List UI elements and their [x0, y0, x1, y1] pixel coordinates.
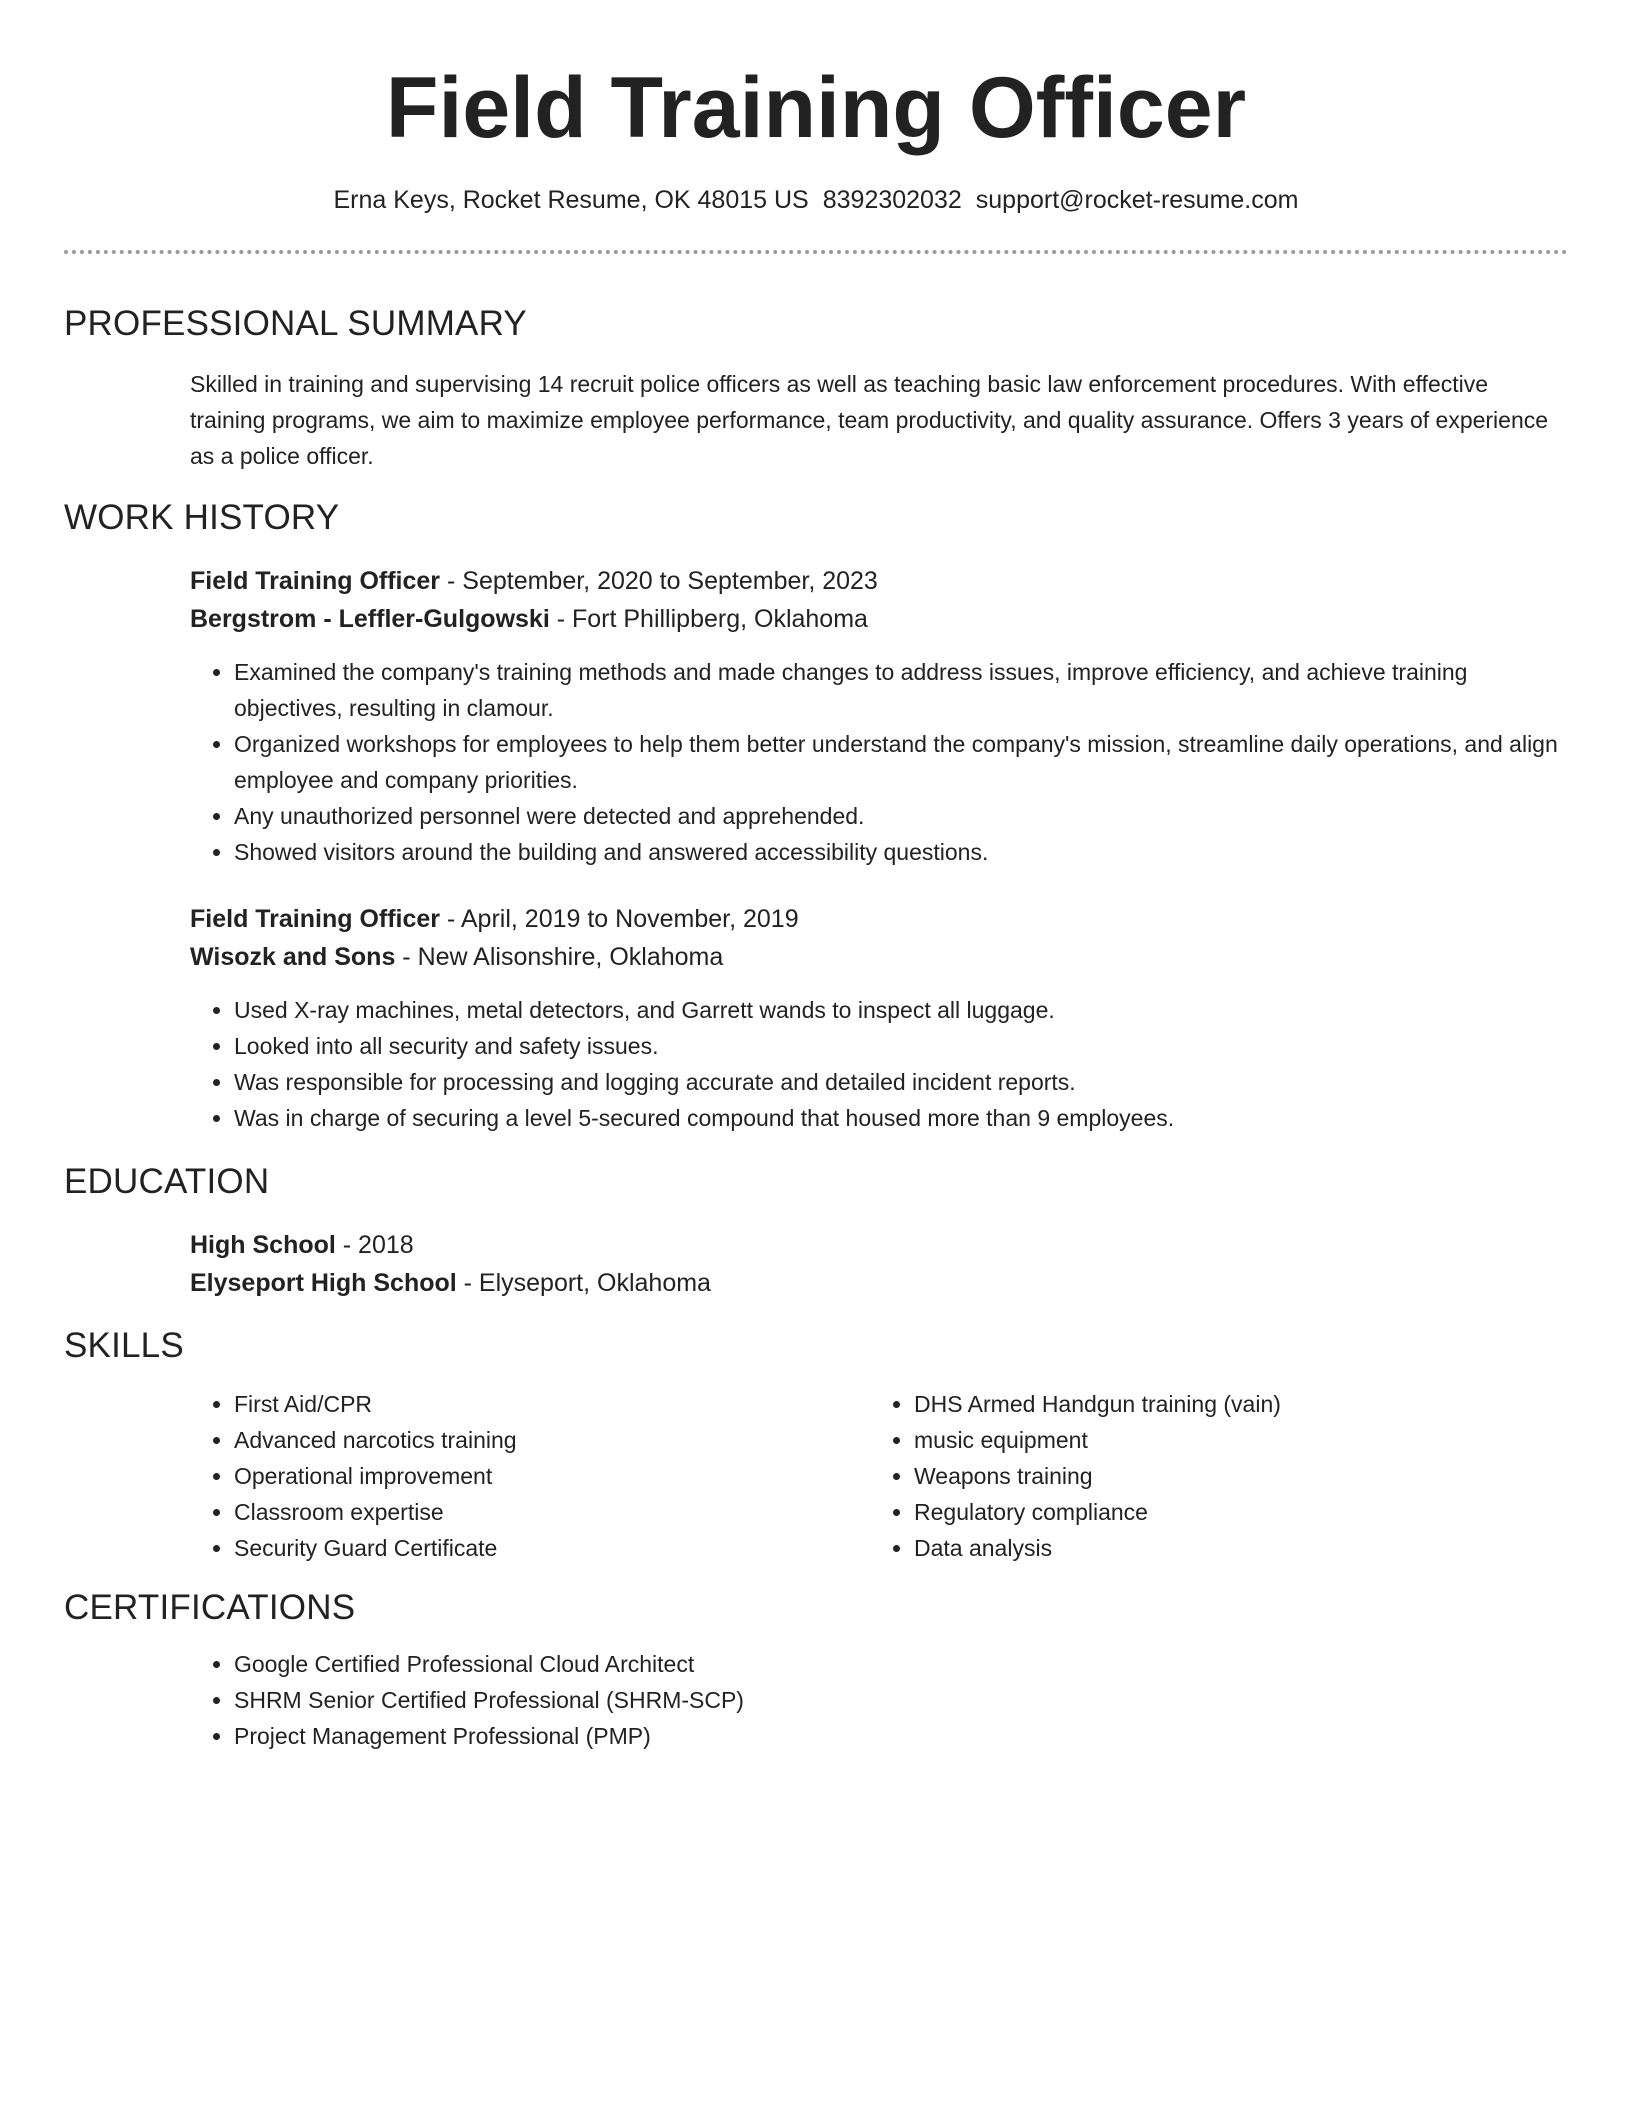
work-history-heading: WORK HISTORY — [64, 498, 340, 537]
job-location: - Fort Phillipberg, Oklahoma — [549, 605, 868, 633]
education-degree-line — [190, 1226, 1568, 1264]
education-heading: EDUCATION — [64, 1162, 270, 1201]
job-bullets — [190, 654, 1568, 870]
contact-email: support@rocket-resume.com — [975, 186, 1299, 214]
skills-grid — [190, 1386, 1568, 1566]
job-entry — [190, 562, 1568, 870]
job-company-line — [190, 600, 1568, 638]
job-role: Field Training Officer — [190, 905, 441, 933]
list-item: • Weapons training — [914, 1458, 1554, 1494]
list-item: • Classroom expertise — [234, 1494, 870, 1530]
job-dates: - April, 2019 to November, 2019 — [440, 905, 799, 933]
contact-address: Erna Keys, Rocket Resume, OK 48015 US — [333, 186, 809, 214]
certifications-heading: CERTIFICATIONS — [64, 1588, 356, 1627]
resume-title: Field Training Officer — [385, 60, 1247, 156]
list-item: • Project Management Professional (PMP) — [234, 1718, 1568, 1754]
list-item: • First Aid/CPR — [234, 1386, 870, 1422]
job-bullets — [190, 992, 1568, 1136]
list-item: • Advanced narcotics training — [234, 1422, 870, 1458]
list-item: • Any unauthorized personnel were detected and apprehended. — [234, 798, 1568, 834]
list-item: • Data analysis — [914, 1530, 1554, 1566]
skills-column-left — [190, 1386, 870, 1566]
job-company: Bergstrom - Leffler-Gulgowski — [190, 605, 550, 633]
list-item: • SHRM Senior Certified Professional (SHRM-SCP) — [234, 1682, 1568, 1718]
summary-text: Skilled in training and supervising 14 recruit police officers as well as teaching basic law enforcement procedures. With effective training programs, we aim to maximize employee performance, team productivity, and quality assurance. Offers 3 years of experience as a police officer. — [190, 371, 1549, 469]
header-divider — [64, 250, 1568, 254]
contact-phone: 8392302032 — [822, 186, 962, 214]
job-dates: - September, 2020 to September, 2023 — [440, 567, 878, 595]
certifications-list — [190, 1646, 1568, 1754]
job-role: Field Training Officer — [190, 567, 441, 595]
education-location: - Elyseport, Oklahoma — [456, 1269, 711, 1297]
job-role-line — [190, 900, 1568, 938]
contact-line — [64, 184, 1568, 216]
list-item: • Looked into all security and safety issues. — [234, 1028, 1568, 1064]
education-school-line — [190, 1264, 1568, 1302]
list-item: • Was responsible for processing and logging accurate and detailed incident reports. — [234, 1064, 1568, 1100]
education-year: - 2018 — [335, 1231, 414, 1259]
job-role-line — [190, 562, 1568, 600]
skills-heading: SKILLS — [64, 1326, 184, 1365]
list-item: • Operational improvement — [234, 1458, 870, 1494]
list-item: • Security Guard Certificate — [234, 1530, 870, 1566]
education-school: Elyseport High School — [190, 1269, 457, 1297]
list-item: • music equipment — [914, 1422, 1554, 1458]
list-item: • Used X-ray machines, metal detectors, and Garrett wands to inspect all luggage. — [234, 992, 1568, 1028]
summary-heading: PROFESSIONAL SUMMARY — [64, 304, 527, 343]
list-item: • Organized workshops for employees to help them better understand the company's mission, streamline daily operations, and align employee and company priorities. — [234, 726, 1568, 798]
list-item: • DHS Armed Handgun training (vain) — [914, 1386, 1554, 1422]
job-location: - New Alisonshire, Oklahoma — [395, 943, 724, 971]
list-item: • Regulatory compliance — [914, 1494, 1554, 1530]
job-company-line — [190, 938, 1568, 976]
skills-column-right — [870, 1386, 1554, 1566]
resume-page — [64, 0, 1568, 1754]
list-item: • Examined the company's training methods and made changes to address issues, improve efficiency, and achieve training objectives, resulting in clamour. — [234, 654, 1568, 726]
education-degree: High School — [190, 1231, 336, 1259]
job-company: Wisozk and Sons — [190, 943, 396, 971]
list-item: • Was in charge of securing a level 5-secured compound that housed more than 9 employees. — [234, 1100, 1568, 1136]
list-item: • Showed visitors around the building and answered accessibility questions. — [234, 834, 1568, 870]
job-entry — [190, 900, 1568, 1136]
list-item: • Google Certified Professional Cloud Architect — [234, 1646, 1568, 1682]
education-entry — [190, 1226, 1568, 1302]
